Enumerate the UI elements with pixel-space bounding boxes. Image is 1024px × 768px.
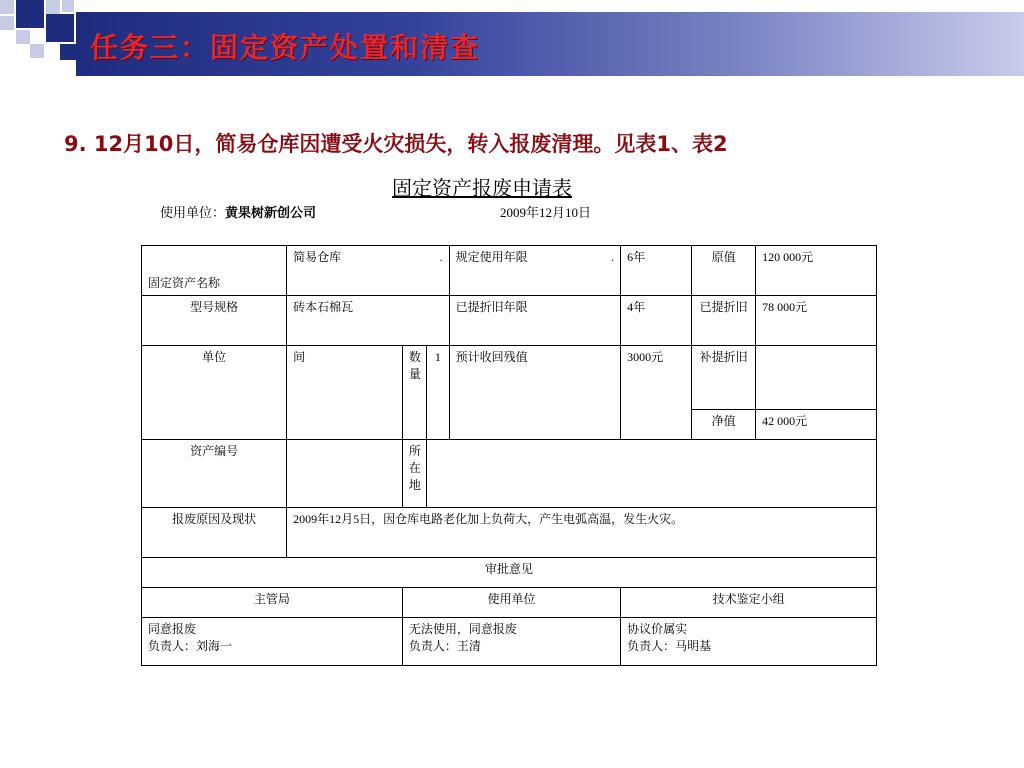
unit-line [160, 202, 316, 221]
quantity-cell: 1 [427, 346, 449, 440]
decor-square [46, 0, 60, 14]
depreciation-cell: 78 000元 [756, 296, 877, 346]
original-value-label: 原值 [692, 246, 756, 296]
depreciation-label: 已提折旧 [692, 296, 756, 346]
approval-label: 审批意见 [142, 558, 877, 588]
disposal-form-table [141, 245, 877, 666]
form-title: 固定资产报废申请表 [392, 176, 572, 200]
extra-depreciation-label: 补提折旧 [692, 346, 756, 410]
opinion-text: 无法使用，同意报废 [408, 622, 517, 636]
quantity-label: 数量 [402, 346, 426, 440]
decor-square [62, 0, 74, 12]
approver-header-user-unit: 使用单位 [402, 588, 620, 618]
service-life-label: 规定使用年限 . [449, 246, 621, 296]
reason-cell: 2009年12月5日，因仓库电路老化加上负荷大，产生电弧高温，发生火灾。 [287, 508, 877, 558]
asset-number-label: 资产编号 [142, 440, 287, 508]
unit-label: 使用单位： [160, 206, 226, 221]
original-value-cell: 120 000元 [756, 246, 877, 296]
title-banner [76, 12, 1024, 76]
unit-measure-label: 单位 [142, 346, 287, 440]
location-label: 所在地 [402, 440, 426, 508]
responsible-person: 负责人：马明基 [627, 639, 712, 653]
decor-square [0, 0, 14, 14]
responsible-person: 负责人：刘海一 [148, 639, 233, 653]
opinion-text: 同意报废 [148, 622, 197, 636]
form-date: 2009年12月10日 [500, 205, 592, 220]
decor-square [30, 44, 44, 58]
page-title: 任务三：固定资产处置和清查 [90, 31, 481, 64]
asset-name-label: 固定资产名称 [142, 246, 287, 296]
model-label: 型号规格 [142, 296, 287, 346]
model-cell: 砖本石棉瓦 [287, 296, 449, 346]
decor-square [16, 0, 44, 28]
depreciated-years-label: 已提折旧年限 [449, 296, 621, 346]
depreciated-years-cell: 4年 [621, 296, 692, 346]
decor-square [46, 14, 74, 42]
approver-opinion-tech-group [621, 618, 877, 666]
decor-square [60, 44, 76, 60]
residual-label: 预计收回残值 [449, 346, 621, 440]
unit-name: 黄果树新创公司 [225, 206, 317, 221]
responsible-person: 负责人：王清 [408, 639, 481, 653]
asset-number-cell [287, 440, 403, 508]
approver-opinion-bureau [142, 618, 403, 666]
decor-square [16, 30, 30, 44]
net-value-cell: 42 000元 [756, 410, 877, 440]
approver-header-tech-group: 技术鉴定小组 [621, 588, 877, 618]
location-cell [427, 440, 877, 508]
residual-cell: 3000元 [621, 346, 692, 440]
unit-measure-cell: 间 [287, 346, 403, 440]
service-life-cell: 6年 [621, 246, 692, 296]
task-heading: 9. 12月10日，简易仓库因遭受火灾损失，转入报废清理。见表1、表2 [64, 132, 728, 156]
approver-header-bureau: 主管局 [142, 588, 403, 618]
opinion-text: 协议价属实 [627, 622, 688, 636]
decor-square [0, 16, 14, 30]
extra-depreciation-cell [756, 346, 877, 410]
approver-opinion-user-unit [402, 618, 620, 666]
asset-name-cell: 简易仓库 . [287, 246, 449, 296]
reason-label: 报废原因及现状 [142, 508, 287, 558]
net-value-label: 净值 [692, 410, 756, 440]
